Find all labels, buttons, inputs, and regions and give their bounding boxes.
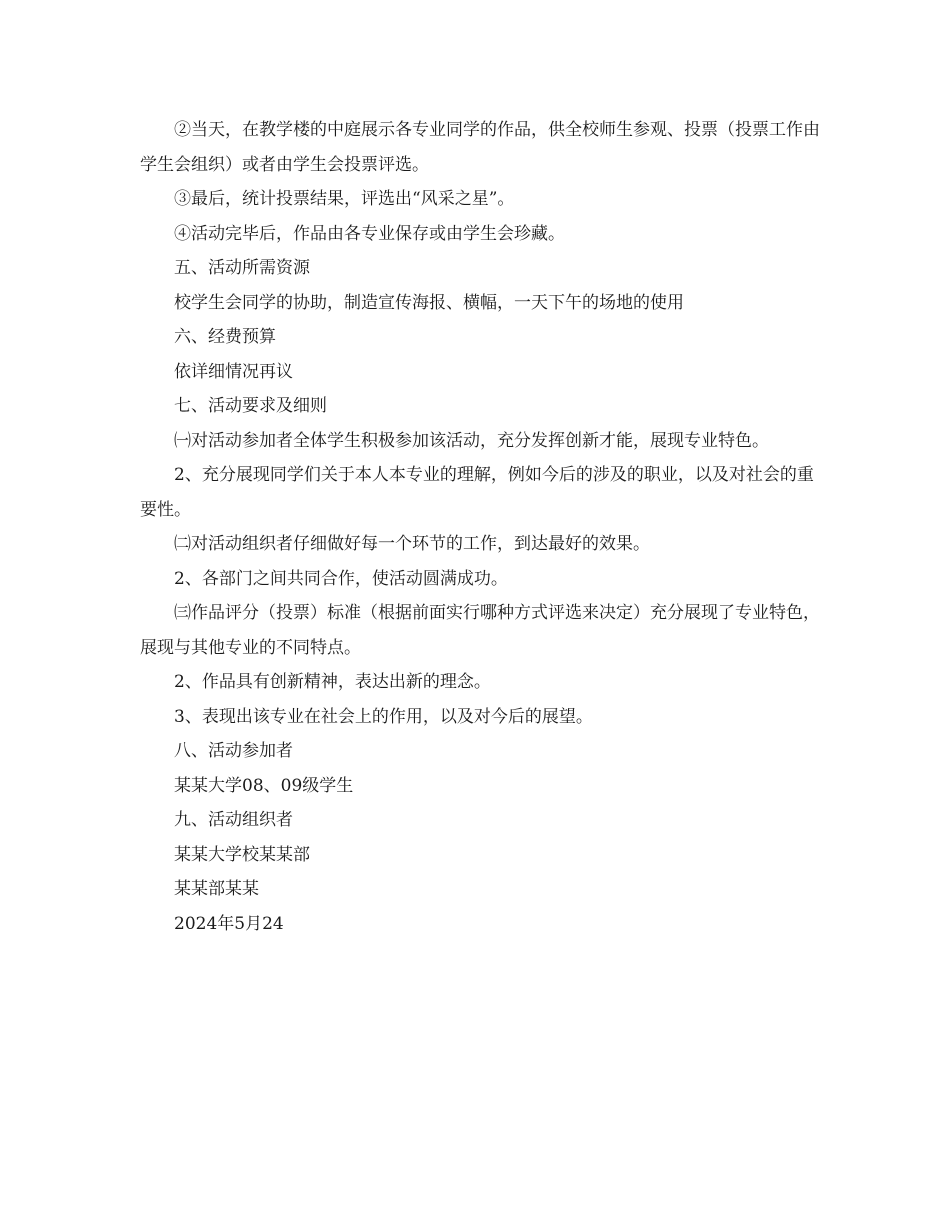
paragraph-date: 2024年5月24 — [174, 913, 284, 934]
paragraph-participants-req-2: 2、充分展现同学们关于本人本专业的理解，例如今后的涉及的职业，以及对社会的重要性。 — [140, 465, 814, 520]
paragraph-resources: 校学生会同学的协助，制造宣传海报、横幅，一天下午的场地的使用 — [174, 292, 684, 313]
paragraph-organizer-dept: 某某大学校某某部 — [174, 844, 310, 865]
section-heading-participants: 八、活动参加者 — [174, 741, 293, 761]
section-heading-resources: 五、活动所需资源 — [174, 258, 310, 278]
paragraph-budget: 依详细情况再议 — [174, 361, 293, 382]
paragraph-vote-result: ③最后，统计投票结果，评选出“风采之星”。 — [174, 189, 515, 209]
paragraph-participants-req: ㈠对活动参加者全体学生积极参加该活动，充分发挥创新才能，展现专业特色。 — [174, 430, 769, 451]
paragraph-participants: 某某大学08、09级学生 — [174, 775, 354, 796]
section-heading-budget: 六、经费预算 — [174, 327, 276, 347]
paragraph-scoring-standard: ㈢作品评分（投票）标准（根据前面实行哪种方式评选来决定）充分展现了专业特色，展现与其他专业的不同特点。 — [140, 603, 820, 658]
paragraph-day-exhibition: ②当天，在教学楼的中庭展示各专业同学的作品，供全校师生参观、投票（投票工作由学生会组织）或者由学生会投票评选。 — [140, 120, 820, 175]
section-heading-requirements: 七、活动要求及细则 — [174, 396, 327, 416]
paragraph-works-storage: ④活动完毕后，作品由各专业保存或由学生会珍藏。 — [174, 223, 565, 244]
paragraph-organizers-req-2: 2、各部门之间共同合作，使活动圆满成功。 — [174, 568, 508, 589]
paragraph-organizer-person: 某某部某某 — [174, 879, 259, 899]
paragraph-scoring-3: 3、表现出该专业在社会上的作用，以及对今后的展望。 — [174, 706, 593, 727]
section-heading-organizers: 九、活动组织者 — [174, 810, 293, 830]
document-body — [140, 113, 820, 941]
paragraph-scoring-2: 2、作品具有创新精神，表达出新的理念。 — [174, 672, 491, 692]
paragraph-organizers-req: ㈡对活动组织者仔细做好每一个环节的工作，到达最好的效果。 — [174, 534, 650, 554]
